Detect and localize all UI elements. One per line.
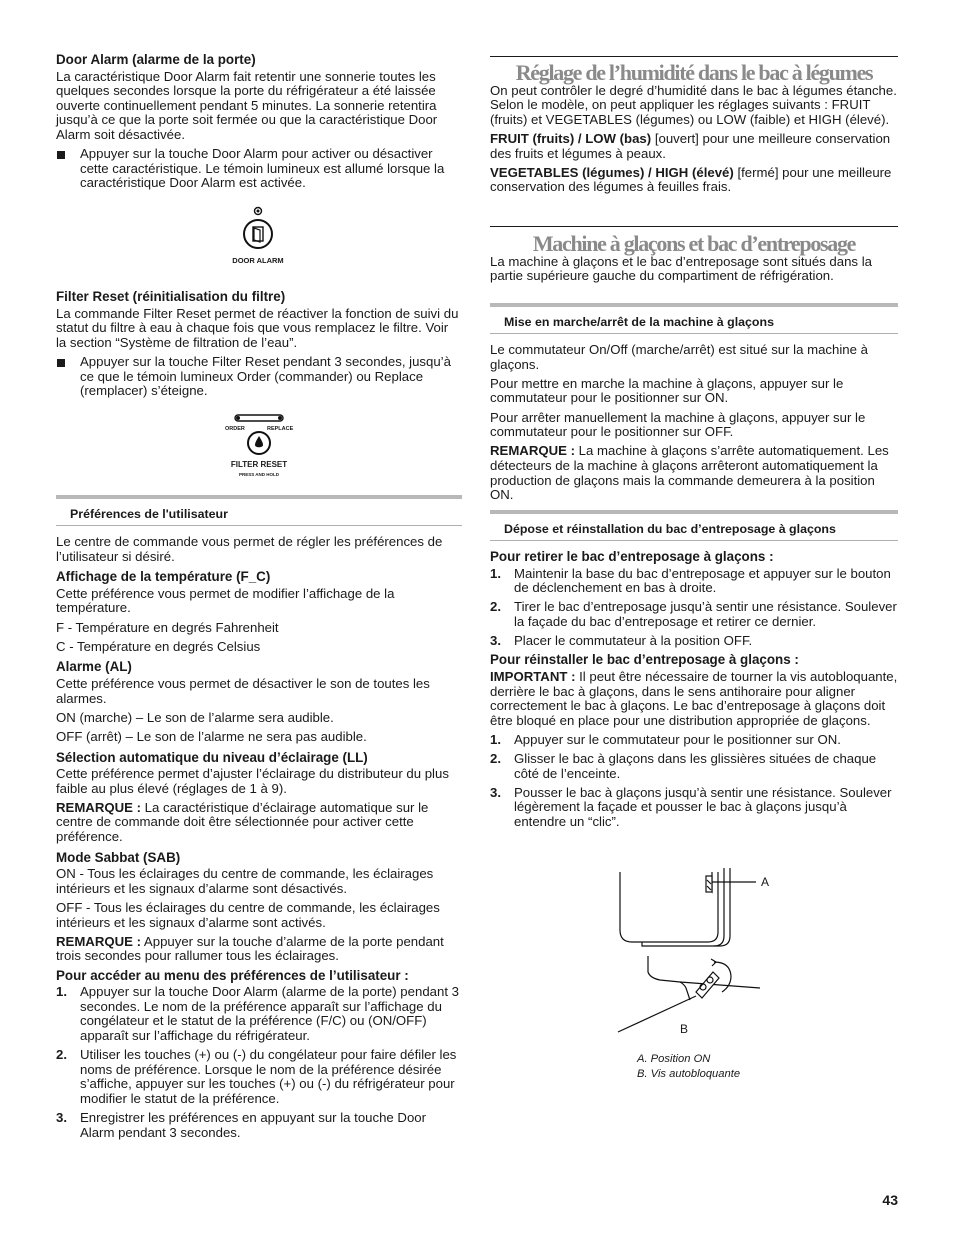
sabbath-note: REMARQUE : Appuyer sur la touche d’alarme de la porte pendant trois secondes pour rallumer tous les éclairages.	[56, 933, 444, 964]
light-note: REMARQUE : La caractéristique d’éclairage automatique sur le centre de commande doit être sélectionnée pour activer cette préférence.	[56, 799, 429, 845]
filter-reset-section	[56, 290, 462, 403]
preferences-band-label: Préférences de l'utilisateur	[70, 507, 228, 521]
ice-title: Machine à glaçons et bac d’entreposage	[532, 231, 856, 256]
temp-title: Affichage de la température (F_C)	[56, 569, 271, 585]
remove-step-2: 2. Tirer le bac d’entreposage jusqu’à sentir une résistance. Soulever la façade du bac d’entreposage et retirer ce dernier.	[490, 599, 897, 629]
reinstall-step-1: 1. Appuyer sur le commutateur pour le positionner sur ON.	[490, 731, 841, 747]
temp-text: Cette préférence vous permet de modifier l’affichage de la température.	[56, 585, 395, 616]
humidity-section	[490, 60, 898, 200]
ice-section	[490, 231, 898, 288]
figure-caption	[637, 1052, 740, 1081]
onoff-band	[490, 303, 898, 334]
page-number: 43	[882, 1192, 898, 1208]
onoff-p2: Pour mettre en marche la machine à glaçons, appuyer sur le commutateur pour le positionner sur ON.	[490, 375, 844, 406]
door-alarm-title: Door Alarm (alarme de la porte)	[56, 52, 256, 67]
sabbath-title: Mode Sabbat (SAB)	[56, 849, 181, 865]
access-step-1: 1. Appuyer sur la touche Door Alarm (alarme de la porte) pendant 3 secondes. Le nom de la préférence apparaît sur l’affichage du congélateur et le statut de la préférence (F/C) ou (ON/OFF) apparaît sur l’affichage du réfrigérateur.	[56, 984, 459, 1043]
access-title: Pour accéder au menu des préférences de l’utilisateur :	[56, 967, 409, 983]
figure-label-b: B	[680, 1022, 689, 1036]
door-alarm-icon-label: DOOR ALARM	[232, 256, 284, 265]
humidity-fruit: FRUIT (fruits) / LOW (bas) [ouvert] pour une meilleure conservation des fruits et légumes à peaux.	[490, 130, 891, 161]
ice-bin-figure	[610, 860, 780, 1040]
filter-reset-icon-label: FILTER RESET	[230, 460, 288, 469]
door-alarm-section	[56, 53, 462, 196]
temp-c: C - Température en degrés Celsius	[56, 638, 261, 654]
light-text: Cette préférence permet d’ajuster l’éclairage du distributeur du plus faible au plus élevé (réglages de 1 à 9).	[56, 766, 449, 796]
onoff-band-label: Mise en marche/arrêt de la machine à glaçons	[504, 315, 774, 329]
figure-label-a: A	[761, 875, 770, 889]
access-step-3: 3. Enregistrer les préférences en appuyant sur la touche Door Alarm pendant 3 secondes.	[56, 1110, 426, 1140]
remove-step-1: 1. Maintenir la base du bac d’entreposage et appuyer sur le bouton de déclenchement en bas à droite.	[490, 565, 891, 596]
filter-reset-icon	[221, 412, 297, 478]
reinstall-step-3: 3. Pousser le bac à glaçons jusqu’à sentir une résistance. Soulever légèrement la façade et pousser le bac à glaçons jusqu’à entendre un “clic”.	[490, 784, 892, 830]
onoff-section	[490, 343, 898, 507]
preferences-intro: Le centre de commande vous permet de régler les préférences de l’utilisateur si désiré.	[56, 534, 443, 564]
sabbath-off: OFF - Tous les éclairages du centre de commande, les éclairages intérieurs et les signaux d’alarme sont activés.	[56, 900, 440, 930]
door-alarm-icon	[216, 205, 300, 265]
filter-reset-bullet: Appuyer sur la touche Filter Reset pendant 3 secondes, jusqu’à ce que le témoin lumineux Order (commander) ou Replace (remplacer) s’éteigne.	[56, 355, 462, 399]
alarm-text: Cette préférence vous permet de désactiver le son de toutes les alarmes.	[56, 675, 430, 706]
alarm-off: OFF (arrêt) – Le son de l’alarme ne sera pas audible.	[56, 728, 367, 744]
filter-replace-label: REPLACE	[267, 426, 294, 432]
filter-reset-text: La commande Filter Reset permet de réactiver la fonction de suivi du statut du filtre à eau à chaque fois que vous remplacez le filtre. Voir la section “Système de filtration de l’eau”.	[56, 305, 459, 350]
door-alarm-text: La caractéristique Door Alarm fait retentir une sonnerie toutes les quelques secondes lorsque la porte du réfrigérateur a été laissée ouverte continuellement pendant 5 minutes. La sonnerie retentira jusqu’à ce que la porte soit fermée ou que la caractéristique Door Alarm soit désactivée.	[56, 68, 438, 142]
reinstall-step-2: 2. Glisser le bac à glaçons dans les glissières situées de chaque côté de l’enceinte.	[490, 751, 877, 781]
caption-b: B. Vis autobloquante	[637, 1067, 741, 1080]
filter-order-label: ORDER	[225, 426, 245, 432]
sabbath-on: ON - Tous les éclairages du centre de commande, les éclairages intérieurs et les signaux d’alarme sont désactivés.	[56, 866, 434, 896]
mid-rule	[490, 226, 898, 227]
caption-a: A. Position ON	[637, 1053, 711, 1065]
filter-reset-icon-sublabel: PRESS AND HOLD	[238, 472, 280, 477]
onoff-p3: Pour arrêter manuellement la machine à glaçons, appuyer sur le commutateur pour le positionner sur OFF.	[490, 409, 866, 440]
reinstall-title: Pour réinstaller le bac d’entreposage à glaçons :	[490, 652, 799, 668]
alarm-on: ON (marche) – Le son de l’alarme sera audible.	[56, 709, 334, 725]
temp-f: F - Température en degrés Fahrenheit	[56, 619, 279, 635]
onoff-note: REMARQUE : La machine à glaçons s’arrête automatiquement. Les détecteurs de la machine à glaçons arrêteront automatiquement la production de glaçons mais la commande demeurera à la position ON.	[490, 443, 889, 503]
humidity-veg: VEGETABLES (légumes) / HIGH (élevé) [fermé] pour une meilleure conservation des légumes à feuilles frais.	[490, 164, 892, 195]
bin-band-label: Dépose et réinstallation du bac d’entreposage à glaçons	[504, 522, 836, 536]
remove-step-3: 3. Placer le commutateur à la position OFF.	[490, 633, 753, 649]
preferences-band	[56, 495, 462, 526]
reinstall-important: IMPORTANT : Il peut être nécessaire de tourner la vis autobloquante, derrière le bac à glaçons, dans le sens antihoraire pour aligner correctement le bac à glaçons. Le bac d’entreposage à glaçons doit être bloqué en place pour une distribution appropriée de glaçons.	[490, 668, 898, 728]
onoff-p1: Le commutateur On/Off (marche/arrêt) est situé sur la machine à glaçons.	[490, 342, 868, 372]
bin-band	[490, 510, 898, 541]
ice-text: La machine à glaçons et le bac d’entreposage sont situés dans la partie supérieure gauche du compartiment de réfrigération.	[490, 253, 872, 284]
top-rule	[490, 56, 898, 57]
alarm-title: Alarme (AL)	[56, 659, 132, 675]
light-title: Sélection automatique du niveau d’éclairage (LL)	[56, 749, 368, 765]
filter-reset-title: Filter Reset (réinitialisation du filtre)	[56, 289, 286, 304]
door-alarm-bullet: Appuyer sur la touche Door Alarm pour activer ou désactiver cette caractéristique. Le témoin lumineux est allumé lorsque la caractéristique Door Alarm est activée.	[56, 147, 462, 191]
humidity-title: Réglage de l’humidité dans le bac à légumes	[515, 60, 873, 85]
preferences-section	[56, 535, 462, 1145]
bin-section	[490, 550, 898, 834]
humidity-text: On peut contrôler le degré d’humidité dans le bac à légumes étanche. Selon le modèle, on peut appliquer les réglages suivants : FRUIT (fruits) et VEGETABLES (légumes) ou LOW (faible) et HIGH (élevé).	[490, 82, 897, 127]
remove-title: Pour retirer le bac d’entreposage à glaçons :	[490, 549, 774, 564]
access-step-2: 2. Utiliser les touches (+) ou (-) du congélateur pour faire défiler les noms de préférence. Lorsque le nom de la préférence désirée s’affiche, appuyer sur les touches (+) ou (-) du réfrigérateur pour modifier le statut de la préférence.	[56, 1047, 457, 1106]
